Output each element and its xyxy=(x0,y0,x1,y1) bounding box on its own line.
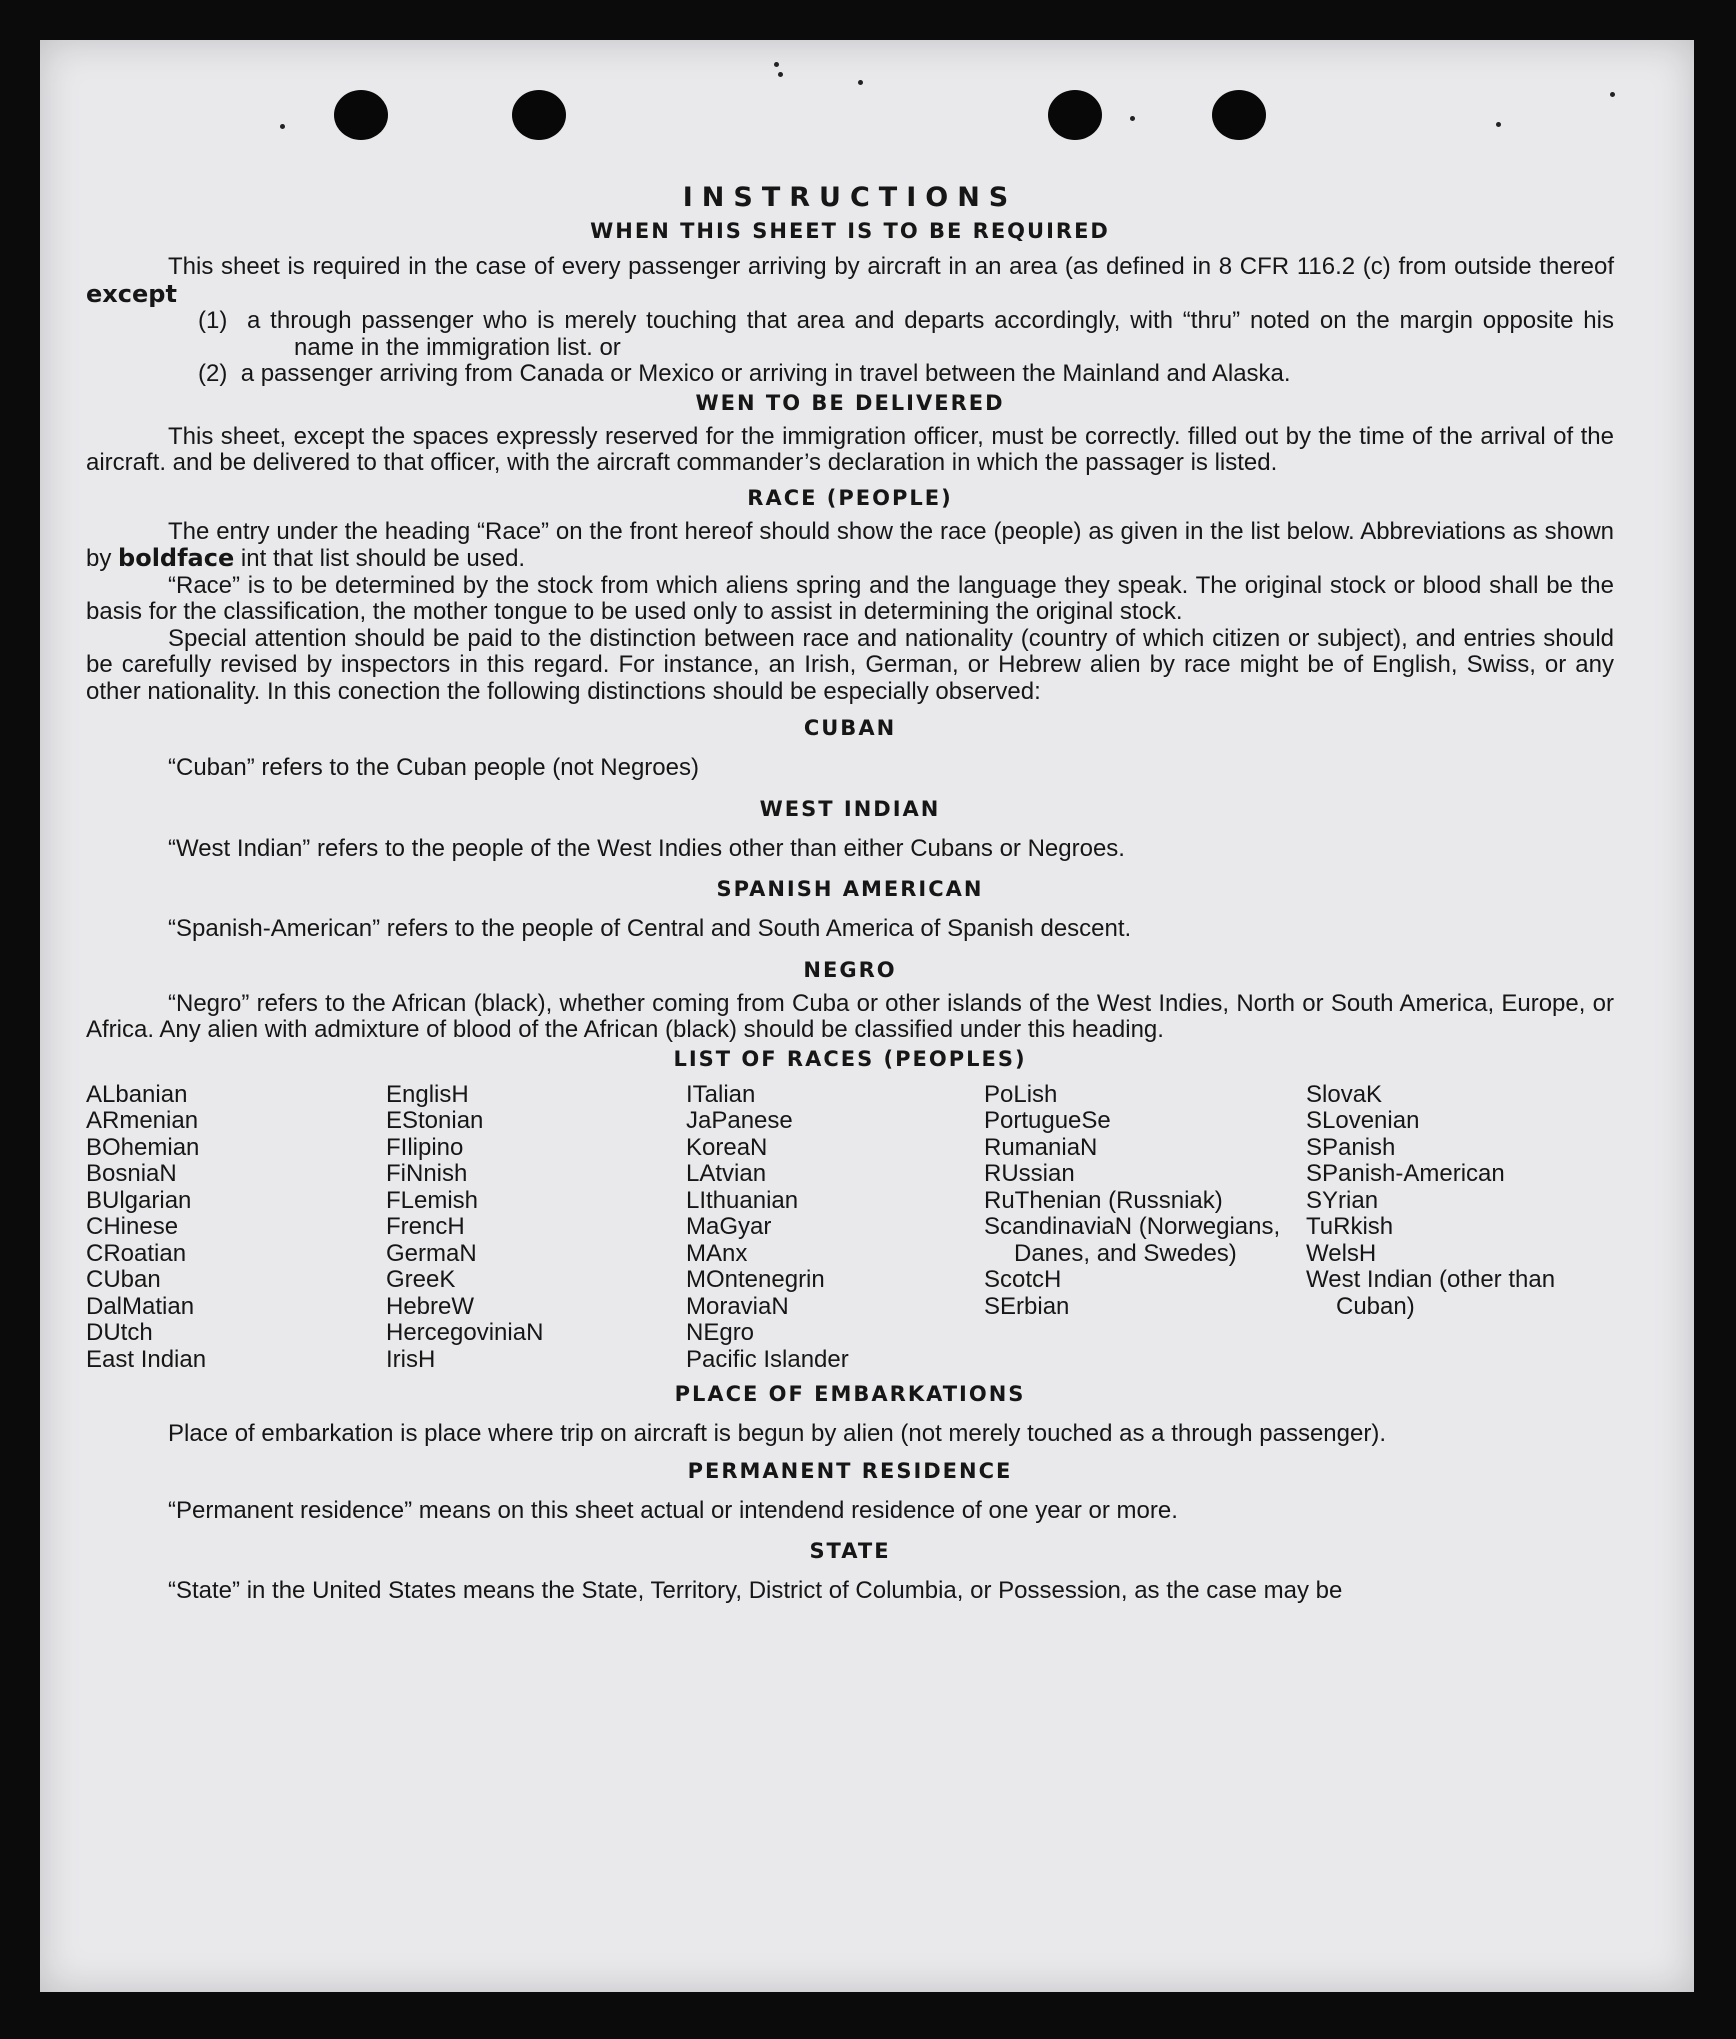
races-list xyxy=(86,1082,1614,1374)
race-entry: RuThenian (Russniak) xyxy=(984,1186,1223,1214)
speck xyxy=(1130,116,1135,121)
race-entry: MoraviaN xyxy=(686,1292,789,1320)
race-entry: DUtch xyxy=(86,1319,153,1346)
paragraph: Place of embarkation is place where trip on aircraft is begun by alien (not merely touched as a through passenger). xyxy=(168,1420,1386,1447)
race-entry: MOntenegrin xyxy=(686,1266,825,1293)
race-entry: MAnx xyxy=(686,1239,748,1267)
list-item xyxy=(198,308,1614,361)
race-entry: BOhemian xyxy=(86,1133,200,1161)
race-entry: TuRkish xyxy=(1306,1213,1394,1240)
race-entry: MaGyar xyxy=(686,1213,772,1240)
race-entry: BUlgarian xyxy=(86,1186,192,1214)
race-entry: LAtvian xyxy=(686,1160,767,1187)
section-heading: SPANISH AMERICAN xyxy=(716,877,984,901)
race-entry: KoreaN xyxy=(686,1133,768,1161)
list-text: a passenger arriving from Canada or Mexico or arriving in travel between the Mainland and Alaska. xyxy=(240,360,1291,387)
race-entry: WelsH xyxy=(1306,1239,1377,1267)
race-entry: LIthuanian xyxy=(686,1186,799,1214)
speck xyxy=(1610,92,1615,97)
paragraph: “Race” is to be determined by the stock from which aliens spring and the language they speak. The original stock or blood shall be the basis for the classification, the mother tongue to be used only to assist in determining the original stock. xyxy=(86,571,1614,625)
race-entry: FrencH xyxy=(386,1213,465,1240)
races-column xyxy=(984,1082,1306,1374)
race-entry: EStonian xyxy=(386,1107,484,1134)
paragraph: “Negro” refers to the African (black), whether coming from Cuba or other islands of the West Indies, North or South America, Europe, or Africa. Any alien with admixture of blood of the African (black) should be classified under this heading. xyxy=(86,989,1614,1043)
race-entry: CUban xyxy=(86,1266,161,1293)
paragraph-text: int that list should be used. xyxy=(240,545,526,572)
races-column xyxy=(86,1082,386,1374)
paragraph-text: This sheet is required in the case of every passenger arriving by aircraft in an area (as defined in 8 CFR 116.2 (c) from outside thereof xyxy=(168,253,1614,280)
races-column xyxy=(1306,1082,1606,1374)
speck xyxy=(778,72,783,77)
race-entry: CHinese xyxy=(86,1213,179,1240)
list-number: (1) xyxy=(198,307,228,334)
punch-hole xyxy=(334,90,388,140)
punch-hole xyxy=(1212,90,1266,140)
bold-text: boldface xyxy=(118,544,235,572)
paragraph: “Permanent residence” means on this sheet actual or intendend residence of one year or more. xyxy=(168,1496,1178,1524)
paragraph: “State” in the United States means the State, Territory, District of Columbia, or Possession, as the case may be xyxy=(168,1577,1343,1604)
section-heading: LIST OF RACES (PEOPLES) xyxy=(673,1046,1027,1071)
speck xyxy=(774,62,779,67)
punch-hole xyxy=(512,90,566,140)
paragraph: This sheet, except the spaces expressly reserved for the immigration officer, must be correctly. filled out by the time of the arrival of the aircraft. and be delivered to that officer, with the aircraft commander’s declaration in which the passager is listed. xyxy=(86,422,1614,476)
race-entry: SPanish xyxy=(1306,1133,1396,1161)
race-entry: DalMatian xyxy=(86,1292,195,1320)
section-heading: WHEN THIS SHEET IS TO BE REQUIRED xyxy=(590,219,1110,243)
race-entry: RUssian xyxy=(984,1160,1075,1187)
section-heading: PLACE OF EMBARKATIONS xyxy=(674,1382,1026,1406)
race-entry: SLovenian xyxy=(1306,1107,1420,1134)
bold-text: except xyxy=(86,279,177,308)
race-entry: RumaniaN xyxy=(984,1133,1098,1161)
race-entry: HercegoviniaN xyxy=(386,1319,544,1346)
race-entry: SErbian xyxy=(984,1292,1070,1320)
speck xyxy=(1496,122,1501,127)
race-entry: East Indian xyxy=(86,1345,207,1373)
races-column xyxy=(386,1082,686,1374)
race-entry: West Indian (other than Cuban) xyxy=(1306,1266,1556,1320)
race-entry: ALbanian xyxy=(86,1080,188,1108)
paragraph-text: The entry under the heading “Race” on the front hereof should show the race (people) as given in the list below. Abbreviations as shown by xyxy=(86,517,1614,572)
race-entry: EnglisH xyxy=(386,1080,469,1108)
race-entry: SlovaK xyxy=(1306,1080,1383,1108)
list-number: (2) xyxy=(198,360,228,387)
race-entry: HebreW xyxy=(386,1292,475,1320)
race-entry: ScandinaviaN (Norwegians, Danes, and Swedes) xyxy=(984,1213,1281,1267)
paragraph: “Spanish-American” refers to the people of Central and South America of Spanish descent. xyxy=(168,915,1132,942)
section-heading: WEST INDIAN xyxy=(759,796,941,821)
list-text: a through passenger who is merely touching that area and departs accordingly, with “thru” noted on the margin opposite his name in the immigration list. or xyxy=(247,307,1614,361)
section-heading: WEN TO BE DELIVERED xyxy=(695,390,1005,415)
race-entry: ARmenian xyxy=(86,1107,199,1134)
race-entry: FiNnish xyxy=(386,1160,468,1187)
page-title: INSTRUCTIONS xyxy=(682,182,1018,213)
race-entry: PortugueSe xyxy=(984,1107,1111,1134)
paragraph xyxy=(86,254,1614,308)
paragraph: Special attention should be paid to the distinction between race and nationality (country of which citizen or subject), and entries should be carefully revised by inspectors in this regard. For instance, an Irish, German, or Hebrew alien by race might be of English, Swiss, or any other nationality. In this conection the following distinctions should be especially observed: xyxy=(86,624,1614,705)
section-heading: RACE (PEOPLE) xyxy=(747,485,953,510)
paragraph: “West Indian” refers to the people of the West Indies other than either Cubans or Negroes. xyxy=(168,834,1125,862)
instructions-content xyxy=(86,180,1614,1605)
section-heading: CUBAN xyxy=(803,716,897,740)
race-entry: JaPanese xyxy=(686,1107,793,1134)
race-entry: CRoatian xyxy=(86,1239,187,1267)
section-heading: NEGRO xyxy=(803,957,897,982)
race-entry: BosniaN xyxy=(86,1160,177,1187)
race-entry: GermaN xyxy=(386,1239,477,1267)
section-heading: STATE xyxy=(809,1539,891,1563)
race-entry: Pacific Islander xyxy=(686,1345,849,1373)
paragraph xyxy=(86,519,1614,573)
race-entry: FIlipino xyxy=(386,1133,464,1161)
punch-hole xyxy=(1048,90,1102,140)
race-entry: PoLish xyxy=(984,1080,1058,1108)
race-entry: NEgro xyxy=(686,1319,755,1346)
list-item xyxy=(198,361,1614,388)
race-entry: IrisH xyxy=(386,1345,436,1373)
document-sheet xyxy=(40,40,1694,1992)
speck xyxy=(280,124,285,129)
race-entry: SPanish-American xyxy=(1306,1160,1505,1187)
race-entry: FLemish xyxy=(386,1186,479,1214)
race-entry: ITalian xyxy=(686,1080,756,1108)
paragraph: “Cuban” refers to the Cuban people (not Negroes) xyxy=(168,754,699,781)
race-entry: SYrian xyxy=(1306,1186,1379,1214)
race-entry: ScotcH xyxy=(984,1266,1062,1293)
section-heading: PERMANENT RESIDENCE xyxy=(687,1458,1013,1483)
speck xyxy=(858,80,863,85)
race-entry: GreeK xyxy=(386,1266,456,1293)
races-column xyxy=(686,1082,984,1374)
